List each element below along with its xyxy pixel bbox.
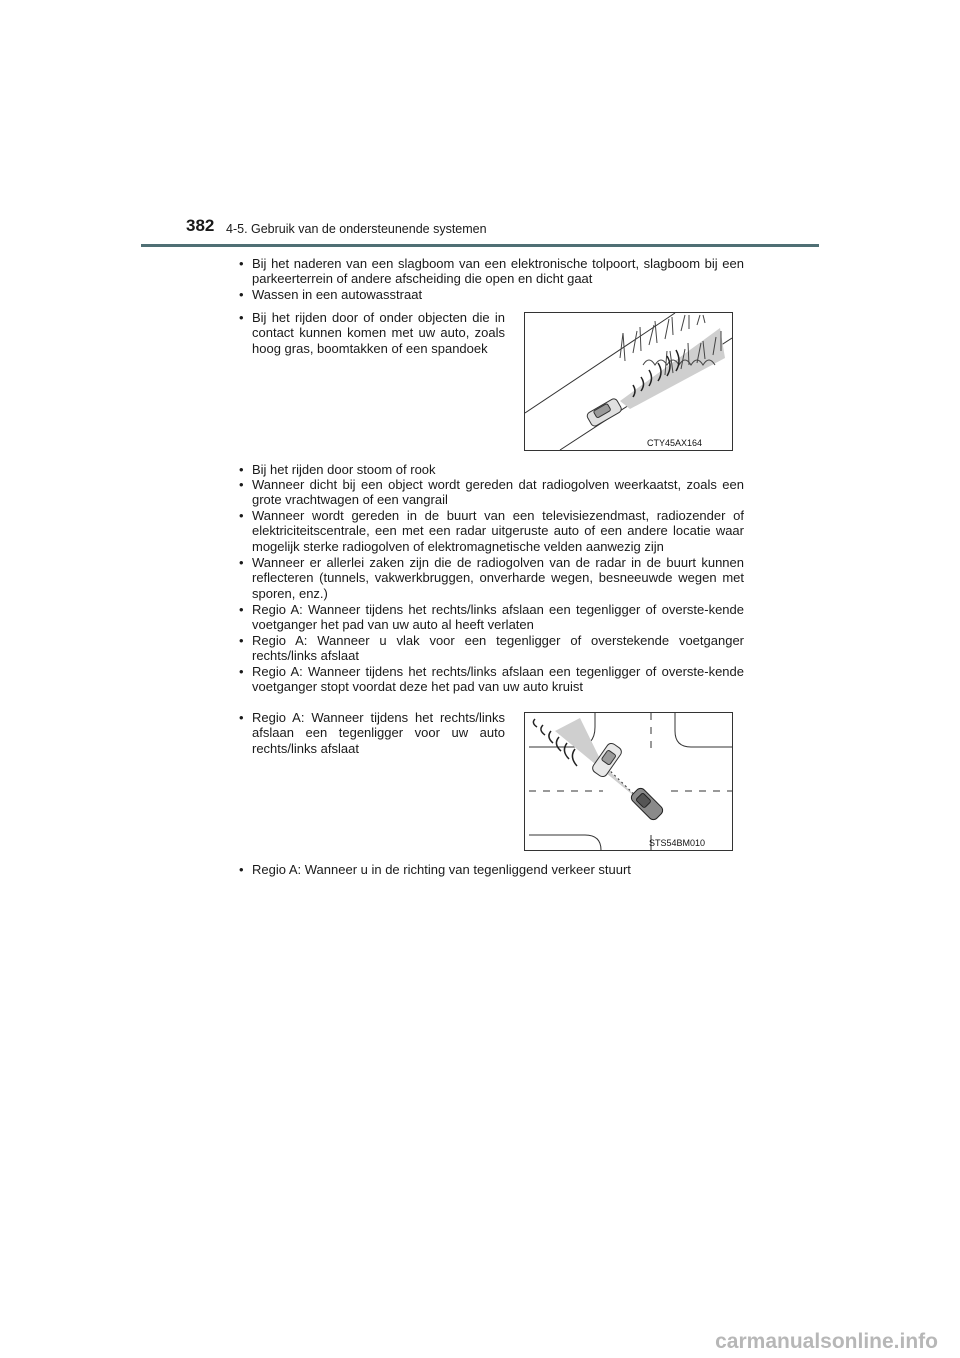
- bullet-truck-guardrail: • Wanneer dicht bij een object wordt gereden dat radiogolven weerkaatst, zoals een grote vrachtwagen of een vangrail: [239, 477, 744, 508]
- own-car-icon: [629, 786, 664, 821]
- section-title: 4-5. Gebruik van de ondersteunende systemen: [226, 222, 487, 236]
- tall-grass-illustration: [525, 313, 732, 450]
- figure-intersection: [524, 712, 733, 851]
- bullet-reflectors: • Wanneer er allerlei zaken zijn die de radiogolven van de radar in de buurt kunnen reflecteren (tunnels, vakwerkbruggen, onverharde wegen, besneeuwde wegen met sporen, enz.): [239, 555, 744, 601]
- fig2-code: STS54BM010: [649, 838, 706, 848]
- car-icon: [586, 397, 623, 427]
- bullet-tv-mast: • Wanneer wordt gereden in de buurt van een televisiezendmast, radiozender of elektriciteitscentrale, een met een radar uitgeruste auto of een andere locatie waar mogelijk sterke radiogolven of elektromagnetische velden aanwezig zijn: [239, 508, 744, 554]
- header-rule: [141, 244, 819, 247]
- intersection-illustration: [525, 713, 732, 850]
- bullet-region-a-4: • Regio A: Wanneer tijdens het rechts/links afslaan een tegenligger voor uw auto rechts/links afslaat: [239, 710, 505, 756]
- figure-tall-grass: [524, 312, 733, 451]
- bullet-steam-smoke: • Bij het rijden door stoom of rook: [239, 462, 744, 477]
- page-number: 382: [186, 216, 215, 235]
- fig1-code: CTY45AX164: [647, 438, 703, 448]
- bullet-grass-branches: • Bij het rijden door of onder objecten die in contact kunnen komen met uw auto, zoals hoog gras, boomtakken of een spandoek: [239, 310, 505, 356]
- bullet-steering-oncoming: • Regio A: Wanneer u in de richting van tegenliggend verkeer stuurt: [239, 862, 744, 877]
- watermark: carmanualsonline.info: [715, 1330, 938, 1353]
- bullet-region-a-1: • Regio A: Wanneer tijdens het rechts/links afslaan een tegenligger of overste-kende voetganger het pad van uw auto al heeft verlaten: [239, 602, 744, 633]
- bullet-region-a-2: • Regio A: Wanneer u vlak voor een tegenligger of overstekende voetganger rechts/links afslaat: [239, 633, 744, 664]
- bullet-car-wash: • Wassen in een autowasstraat: [239, 287, 744, 302]
- bullet-region-a-3: • Regio A: Wanneer tijdens het rechts/links afslaan een tegenligger of overste-kende voetganger stopt voordat deze het pad van uw auto kruist: [239, 664, 744, 695]
- bullet-barrier: • Bij het naderen van een slagboom van een elektronische tolpoort, slagboom bij een parkeerterrein of andere afscheiding die open en dicht gaat: [239, 256, 744, 287]
